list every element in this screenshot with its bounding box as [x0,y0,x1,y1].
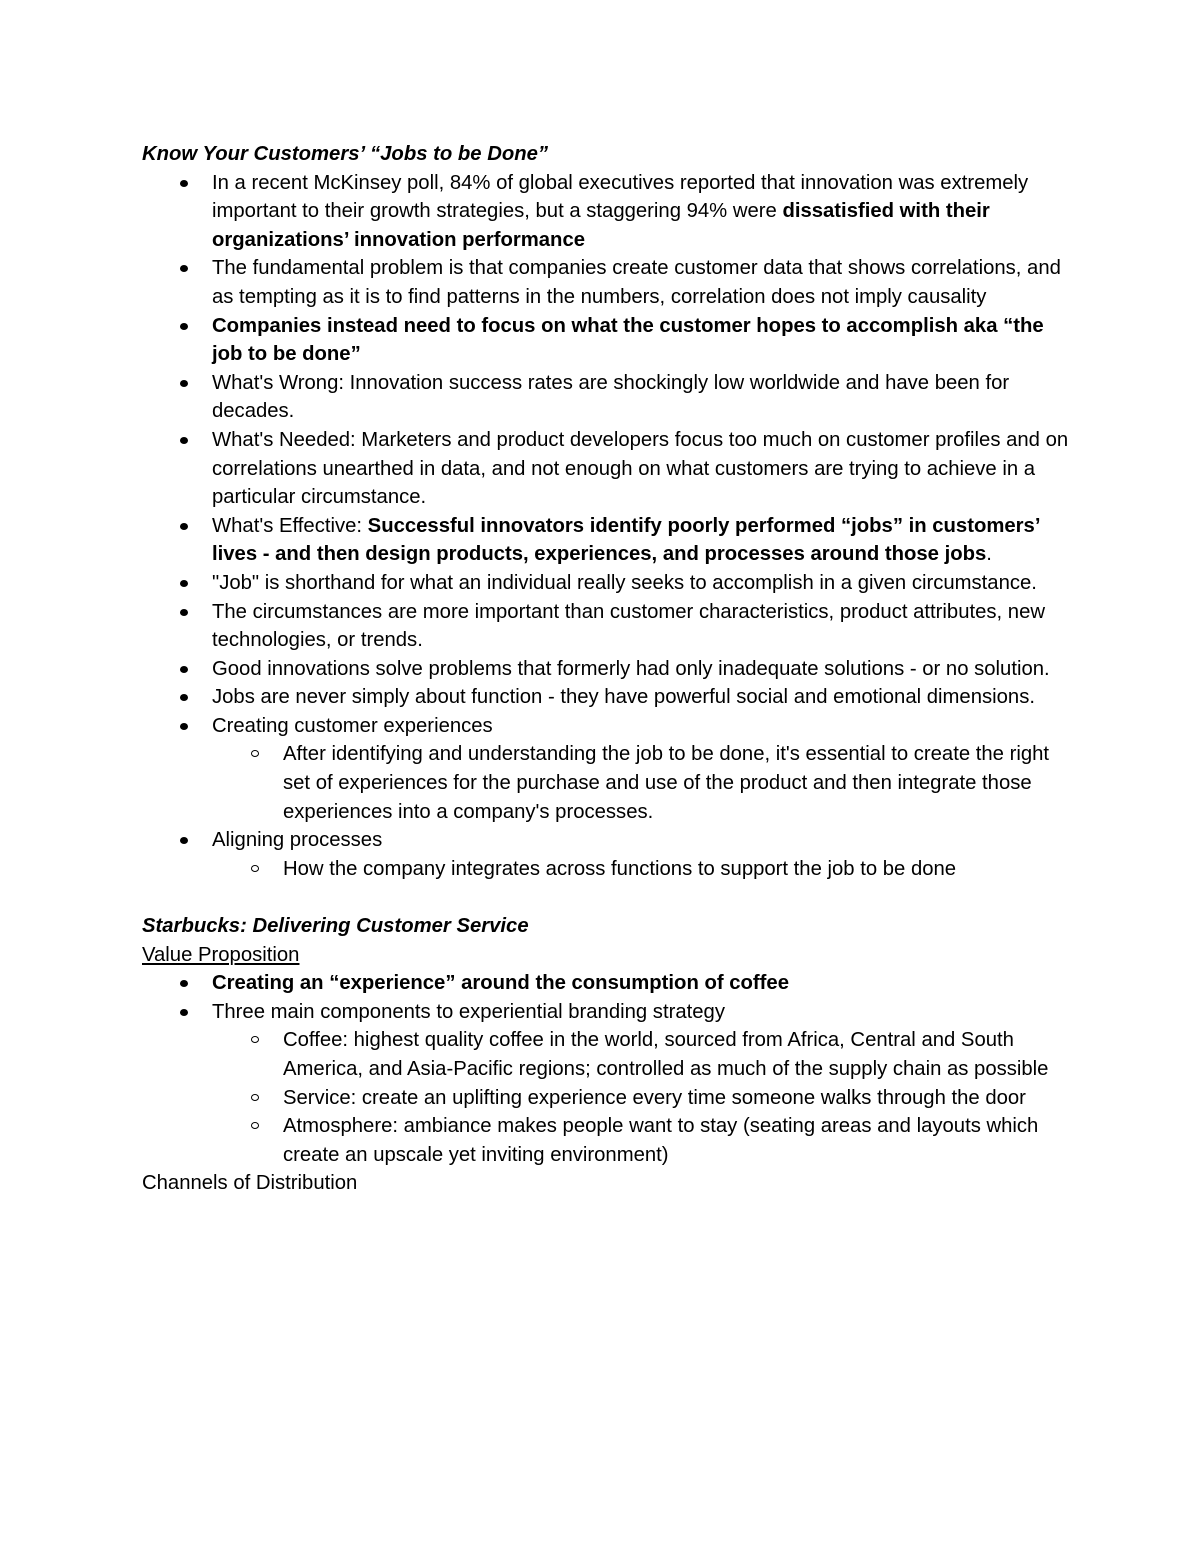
sub-list [212,855,1072,884]
list-item: Aligning processes How the company integrates across functions to support the job to be done [142,826,1072,883]
list-item: Jobs are never simply about function - they have powerful social and emotional dimensions. [142,683,1072,712]
list-item: In a recent McKinsey poll, 84% of global executives reported that innovation was extremely important to their growth strategies, but a staggering 94% were dissatisfied with their organizations’ innovation performance [142,169,1072,255]
list-item: What's Wrong: Innovation success rates are shockingly low worldwide and have been for decades. [142,369,1072,426]
list-item: Three main components to experiential branding strategy Coffee: highest quality coffee in the world, sourced from Africa, Central and South America, and Asia-Pacific regions; controlled as much of the supply chain as possible Service: create an uplifting experience every time someone walks through the door Atmosphere: ambiance makes people want to stay (seating areas and layouts which create an upscale yet inviting environment) [142,998,1072,1170]
document-page [142,140,1072,1198]
list-item: "Job" is shorthand for what an individual really seeks to accomplish in a given circumstance. [142,569,1072,598]
sub-list [212,740,1072,826]
list-item: Good innovations solve problems that formerly had only inadequate solutions - or no solution. [142,655,1072,684]
starbucks-bullet-list [142,969,1072,1169]
section-heading-starbucks: Starbucks: Delivering Customer Service [142,915,529,938]
channels-of-distribution-label: Channels of Distribution [142,1172,358,1195]
list-item: The circumstances are more important than customer characteristics, product attributes, new technologies, or trends. [142,598,1072,655]
list-item: The fundamental problem is that companies create customer data that shows correlations, and as tempting as it is to find patterns in the numbers, correlation does not imply causality [142,254,1072,311]
list-item: Creating an “experience” around the consumption of coffee [142,969,1072,998]
list-item: Creating customer experiences After identifying and understanding the job to be done, it's essential to create the right set of experiences for the purchase and use of the product and then integrate those experiences into a company's processes. [142,712,1072,826]
list-item: Companies instead need to focus on what the customer hopes to accomplish aka “the job to be done” [142,312,1072,369]
sub-list [212,1026,1072,1169]
jobs-bullet-list [142,169,1072,884]
subheading-value-proposition: Value Proposition [142,943,300,966]
sub-list-item: Atmosphere: ambiance makes people want to stay (seating areas and layouts which create an upscale yet inviting environment) [212,1112,1072,1169]
sub-list-item: Coffee: highest quality coffee in the world, sourced from Africa, Central and South America, and Asia-Pacific regions; controlled as much of the supply chain as possible [212,1026,1072,1083]
sub-list-item: After identifying and understanding the job to be done, it's essential to create the right set of experiences for the purchase and use of the product and then integrate those experiences into a company's processes. [212,740,1072,826]
sub-list-item: Service: create an uplifting experience every time someone walks through the door [212,1084,1072,1113]
sub-list-item: How the company integrates across functions to support the job to be done [212,855,1072,884]
list-item: What's Effective: Successful innovators identify poorly performed “jobs” in customers’ lives - and then design products, experiences, and processes around those jobs. [142,512,1072,569]
spacer [142,883,1072,912]
list-item: What's Needed: Marketers and product developers focus too much on customer profiles and on correlations unearthed in data, and not enough on what customers are trying to achieve in a particular circumstance. [142,426,1072,512]
section-heading-jobs: Know Your Customers’ “Jobs to be Done” [142,143,549,165]
